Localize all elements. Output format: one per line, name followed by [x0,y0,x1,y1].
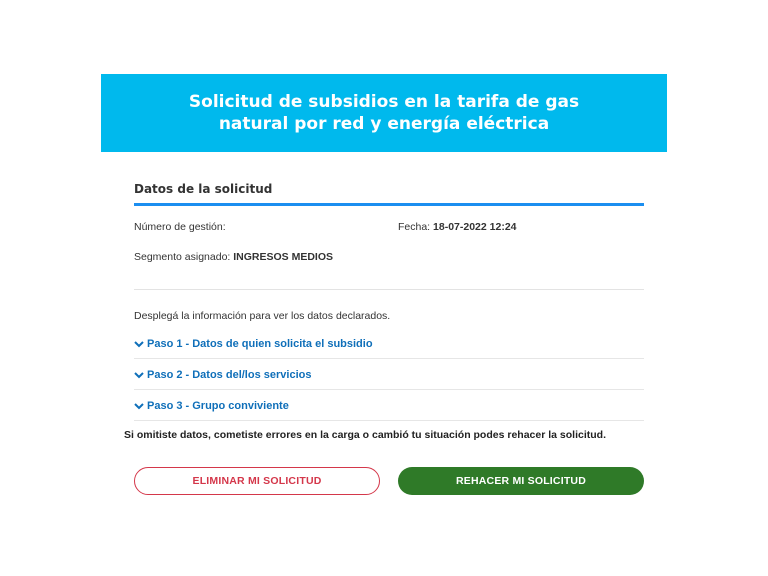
chevron-down-icon [134,371,144,379]
redo-notice: Si omitiste datos, cometiste errores en la carga o cambió tu situación podes rehacer la solicitud. [124,429,606,441]
page-title: Solicitud de subsidios en la tarifa de gas natural por red y energía eléctrica [188,92,580,134]
divider [134,289,644,290]
accordion-label: Paso 2 - Datos del/los servicios [147,369,312,381]
fecha-value: 18-07-2022 12:24 [433,221,517,233]
expand-hint: Desplegá la información para ver los datos declarados. [134,310,391,322]
accordion-paso-3[interactable] [134,390,644,421]
delete-request-button[interactable]: ELIMINAR MI SOLICITUD [134,467,380,495]
fecha-label: Fecha: [398,221,431,233]
accordion-paso-1[interactable] [134,328,644,359]
chevron-down-icon [134,340,144,348]
info-row-segmento [134,251,644,281]
gestion-label: Número de gestión: [134,221,226,233]
header-banner [101,74,667,152]
segmento-value: INGRESOS MEDIOS [233,251,334,263]
request-panel [134,170,644,421]
info-row-gestion-fecha [134,221,644,251]
redo-request-button[interactable]: REHACER MI SOLICITUD [398,467,644,495]
segmento-label: Segmento asignado: [134,251,231,263]
accordion-label: Paso 1 - Datos de quien solicita el subsidio [147,338,373,350]
section-title: Datos de la solicitud [134,170,644,206]
accordion-label: Paso 3 - Grupo conviviente [147,400,289,412]
fecha-field [398,221,517,233]
accordion-paso-2[interactable] [134,359,644,390]
chevron-down-icon [134,402,144,410]
